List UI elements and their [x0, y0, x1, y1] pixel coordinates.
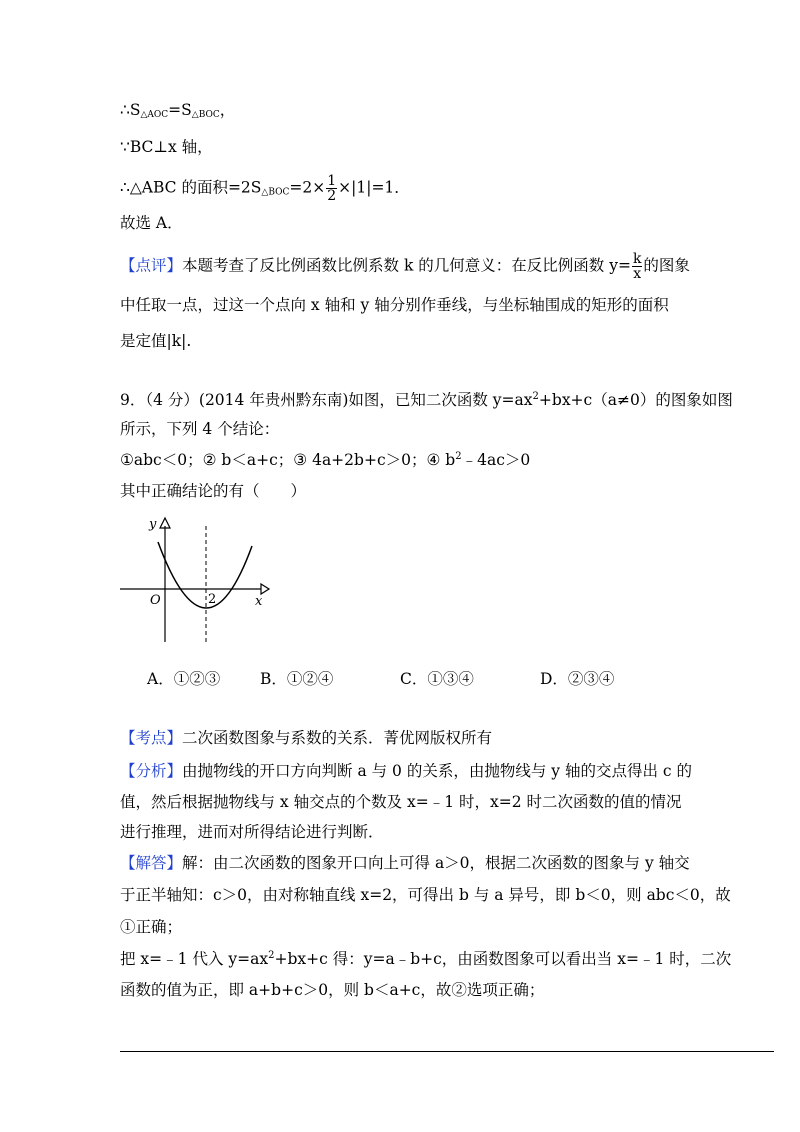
x-axis-label: x — [255, 594, 263, 609]
comment-line-1: 【点评】本题考查了反比例函数比例系数 k 的几何意义：在反比例函数 y= $\frac{k}{x}$ 的图象 — [120, 251, 690, 282]
therefore-area-abc: ∴△ABC 的面积$=2S_{\triangle BOC}=2\times$ $\frac{1}{2}$ ×|1|=1． — [120, 173, 410, 204]
fenxi-line-1: 【分析】由抛物线的开口方向判断 a 与 0 的关系，由抛物线与 y 轴的交点得出 c 的 — [120, 762, 692, 780]
y-axis-label: y — [149, 517, 157, 532]
fenxi-line-2: 值，然后根据抛物线与 x 轴交点的个数及 x=﹣1 时，x=2 时二次函数的值的情况 — [120, 793, 682, 811]
origin-label: O — [150, 593, 161, 608]
k-over-x-fraction: $\frac{k}{x}$ — [632, 251, 642, 282]
question-line-1: 9．（4 分）(2014 年贵州黔东南)如图，已知二次函数 $y=ax^2+bx+c(a\ne 0)$的图象如图 — [120, 391, 733, 409]
comment-tag: 【点评】 — [120, 256, 183, 275]
x-axis-arrow — [261, 584, 269, 594]
answer-choice-line: 故选 A． — [120, 214, 183, 232]
parabola-graph — [115, 512, 275, 652]
fenxi-tag: 【分析】 — [120, 762, 183, 780]
because-bc-perp: ∵BC⊥x 轴， — [120, 138, 213, 156]
kaodian-line: 【考点】二次函数图象与系数的关系．菁优网版权所有 — [120, 729, 493, 747]
jieda-line-2: 于正半轴知：c＞0，由对称轴直线 x=2，可得出 b 与 a 异号，即 b＜0，则 abc＜0，故 — [120, 886, 731, 904]
jieda-tag: 【解答】 — [120, 854, 183, 872]
question-prompt: 其中正确结论的有（ ） — [120, 482, 307, 500]
question-conditions: ①abc＜0；② b＜a+c；③ 4a+2b+c＞0；④ $b^2﹣4ac>0$ — [120, 451, 531, 469]
therefore-area-equal: $\therefore S_{\triangle AOC}=S_{\triangle BOC}$， — [120, 101, 236, 120]
option-b[interactable]: B．①②④ — [260, 670, 334, 688]
option-a[interactable]: A．①②③ — [147, 670, 221, 688]
option-d[interactable]: D．②③④ — [540, 670, 615, 688]
jieda-line-4: 把 x=﹣1 代入 $y=ax^2+bx+c$ 得：y=a﹣b+c，由函数图象可以看出当 x=﹣1 时，二次 — [120, 950, 732, 968]
half-fraction: $\frac{1}{2}$ — [327, 173, 337, 204]
question-line-2: 所示，下列 4 个结论： — [120, 420, 280, 438]
jieda-line-5: 函数的值为正，即 a+b+c＞0，则 b＜a+c，故②选项正确； — [120, 981, 545, 999]
jieda-line-3: ①正确； — [120, 918, 183, 936]
fenxi-line-3: 进行推理，进而对所得结论进行判断． — [120, 823, 384, 841]
option-c[interactable]: C．①③④ — [400, 670, 474, 688]
comment-line-3: 是定值|k|. — [120, 332, 192, 350]
tick-label-2: 2 — [208, 592, 217, 607]
parabola-curve — [158, 542, 252, 608]
comment-line-2: 中任取一点，过这一个点向 x 轴和 y 轴分别作垂线，与坐标轴围成的矩形的面积 — [120, 296, 669, 314]
kaodian-tag: 【考点】 — [120, 729, 183, 747]
footer-rule — [120, 1051, 774, 1052]
jieda-line-1: 【解答】解：由二次函数的图象开口向上可得 a＞0，根据二次函数的图象与 y 轴交 — [120, 854, 690, 872]
